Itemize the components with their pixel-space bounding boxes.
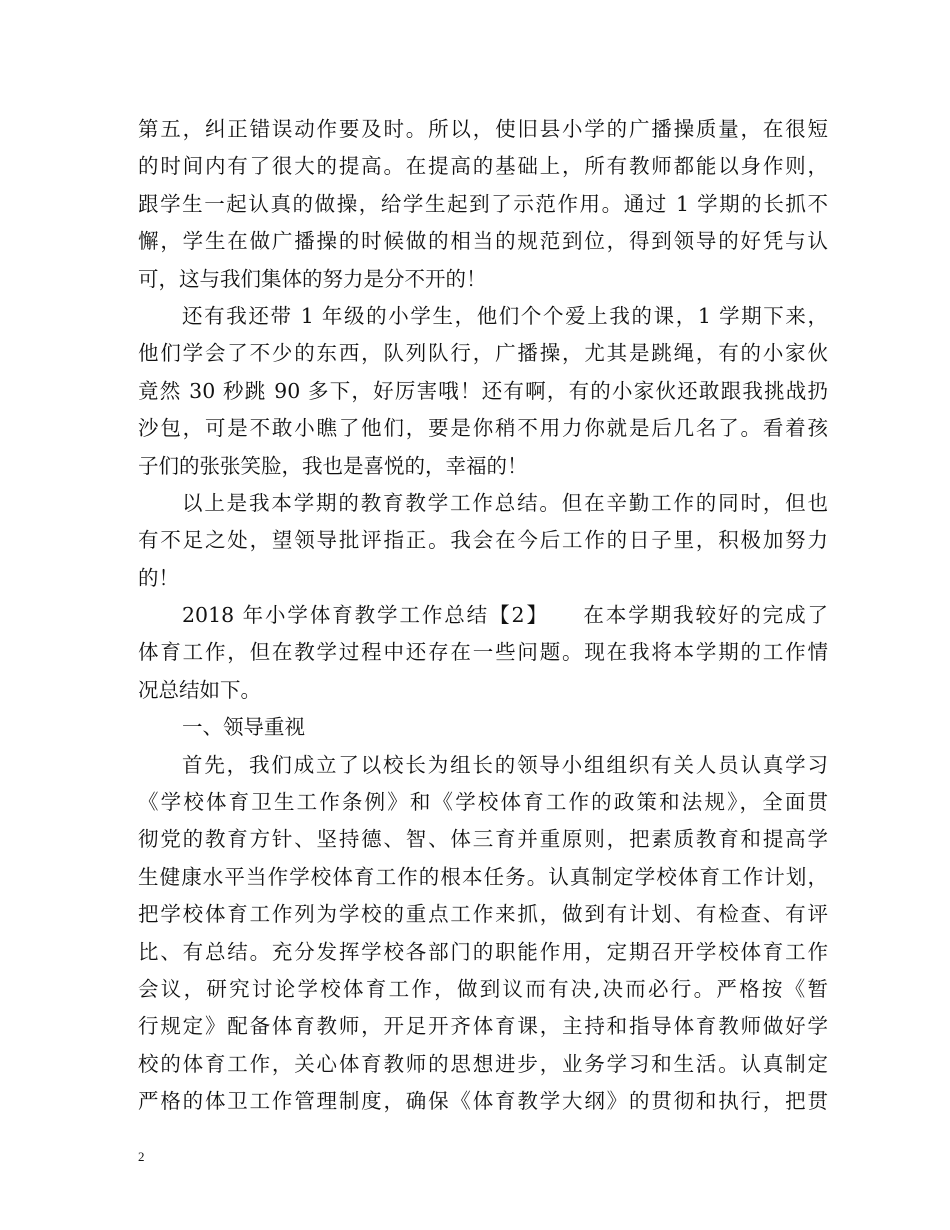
text-line: 的时间内有了很大的提高。在提高的基础上，所有教师都能以身作则， <box>138 154 828 179</box>
text-line: 的！ <box>138 565 179 590</box>
text-line: 体育工作，但在教学过程中还存在一些问题。现在我将本学期的工作情 <box>138 640 828 665</box>
document-body <box>138 111 828 1121</box>
text-line: 首先，我们成立了以校长为组长的领导小组组织有关人员认真学习 <box>182 752 828 777</box>
text-line: 可，这与我们集体的努力是分不开的！ <box>138 266 487 291</box>
text-line: 他们学会了不少的东西，队列队行，广播操，尤其是跳绳，有的小家伙 <box>138 341 828 366</box>
page-number: 2 <box>138 1149 145 1164</box>
text-line: 子们的张张笑脸，我也是喜悦的，幸福的！ <box>138 453 528 478</box>
text-line: 彻党的教育方针、坚持德、智、体三育并重原则，把素质教育和提高学 <box>138 827 828 852</box>
subsection-heading: 一、领导重视 <box>182 715 305 740</box>
text-line: 沙包，可是不敢小瞧了他们，要是你稍不用力你就是后几名了。看着孩 <box>138 416 828 441</box>
text-line: 行规定》配备体育教师，开足开齐体育课，主持和指导体育教师做好学 <box>138 1014 828 1039</box>
text-line: 会议，研究讨论学校体育工作，做到议而有决,决而必行。严格按《暂 <box>138 976 828 1001</box>
text-line: 校的体育工作，关心体育教师的思想进步，业务学习和生活。认真制定 <box>138 1051 828 1076</box>
text-line: 第五，纠正错误动作要及时。所以，使旧县小学的广播操质量，在很短 <box>138 117 828 141</box>
text-line: 严格的体卫工作管理制度，确保《体育教学大纲》的贯彻和执行，把贯 <box>138 1089 828 1114</box>
text-line: 《学校体育卫生工作条例》和《学校体育工作的政策和法规》，全面贯 <box>138 790 828 815</box>
section-heading-line: 2018 年小学体育教学工作总结【2】 在本学期我较好的完成了 <box>182 603 828 628</box>
text-line: 还有我还带 1 年级的小学生，他们个个爱上我的课，1 学期下来， <box>182 303 828 328</box>
text-line: 懈，学生在做广播操的时候做的相当的规范到位，得到领导的好凭与认 <box>138 229 828 254</box>
text-line: 竟然 30 秒跳 90 多下，好厉害哦！还有啊，有的小家伙还敢跟我挑战扔 <box>138 378 828 403</box>
text-line: 况总结如下。 <box>138 677 261 702</box>
text-line: 生健康水平当作学校体育工作的根本任务。认真制定学校体育工作计划， <box>138 864 828 889</box>
text-line: 把学校体育工作列为学校的重点工作来抓，做到有计划、有检查、有评 <box>138 902 828 927</box>
text-line: 跟学生一起认真的做操，给学生起到了示范作用。通过 1 学期的长抓不 <box>138 191 828 216</box>
text-line: 以上是我本学期的教育教学工作总结。但在辛勤工作的同时，但也 <box>182 490 828 515</box>
text-line: 有不足之处，望领导批评指正。我会在今后工作的日子里，积极加努力 <box>138 528 828 553</box>
text-line: 比、有总结。充分发挥学校各部门的职能作用，定期召开学校体育工作 <box>138 939 828 964</box>
